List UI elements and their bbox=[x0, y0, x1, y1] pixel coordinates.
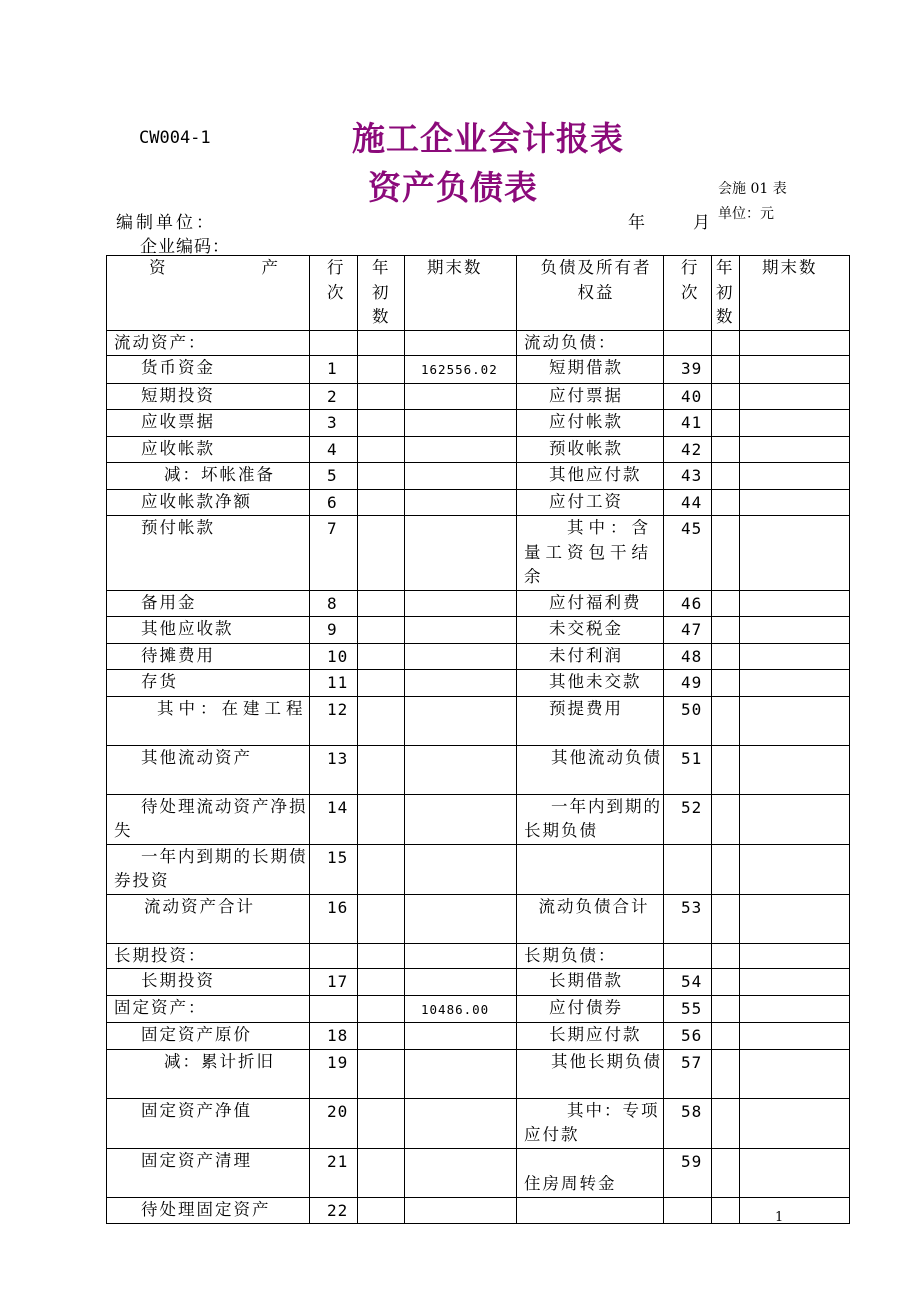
liability-row-no: 58 bbox=[664, 1098, 712, 1148]
asset-row-no: 9 bbox=[310, 617, 358, 644]
asset-begin bbox=[358, 943, 405, 969]
liability-label: 预收帐款 bbox=[517, 436, 664, 463]
header-assets: 资 产 bbox=[107, 256, 310, 331]
asset-begin bbox=[358, 1098, 405, 1148]
asset-begin bbox=[358, 794, 405, 844]
asset-end bbox=[405, 1148, 517, 1197]
asset-begin bbox=[358, 696, 405, 745]
asset-begin bbox=[358, 463, 405, 490]
table-row bbox=[107, 794, 850, 844]
liability-begin bbox=[712, 745, 740, 794]
liability-end bbox=[740, 330, 850, 356]
header-end: 期末数 bbox=[405, 256, 517, 331]
asset-begin bbox=[358, 894, 405, 943]
table-row bbox=[107, 590, 850, 617]
liability-begin bbox=[712, 617, 740, 644]
liability-label: 预提费用 bbox=[517, 696, 664, 745]
asset-row-no: 19 bbox=[310, 1049, 358, 1098]
asset-end bbox=[405, 1049, 517, 1098]
asset-begin bbox=[358, 356, 405, 384]
table-row bbox=[107, 463, 850, 490]
liability-label: 流动负债合计 bbox=[517, 894, 664, 943]
asset-row-no: 7 bbox=[310, 516, 358, 591]
liability-begin bbox=[712, 410, 740, 437]
asset-label: 应收票据 bbox=[107, 410, 310, 437]
liability-label: 未交税金 bbox=[517, 617, 664, 644]
asset-end bbox=[405, 943, 517, 969]
liability-row-no: 41 bbox=[664, 410, 712, 437]
asset-begin bbox=[358, 643, 405, 670]
liability-label: 应付票据 bbox=[517, 383, 664, 410]
asset-end bbox=[405, 745, 517, 794]
table-row bbox=[107, 745, 850, 794]
liability-begin bbox=[712, 330, 740, 356]
liability-end bbox=[740, 436, 850, 463]
asset-row-no: 8 bbox=[310, 590, 358, 617]
liability-row-no: 43 bbox=[664, 463, 712, 490]
liability-end bbox=[740, 745, 850, 794]
asset-label: 其他应收款 bbox=[107, 617, 310, 644]
asset-row-no: 13 bbox=[310, 745, 358, 794]
liability-row-no: 49 bbox=[664, 670, 712, 697]
asset-row-no: 11 bbox=[310, 670, 358, 697]
asset-row-no: 17 bbox=[310, 969, 358, 996]
liability-end bbox=[740, 463, 850, 490]
asset-label: 存货 bbox=[107, 670, 310, 697]
liability-begin bbox=[712, 463, 740, 490]
asset-row-no: 4 bbox=[310, 436, 358, 463]
asset-label: 减：累计折旧 bbox=[107, 1049, 310, 1098]
header-row-no-2: 行次 bbox=[664, 256, 712, 331]
liability-row-no bbox=[664, 1197, 712, 1224]
liability-row-no: 54 bbox=[664, 969, 712, 996]
asset-row-no: 18 bbox=[310, 1023, 358, 1050]
liability-begin bbox=[712, 969, 740, 996]
asset-end bbox=[405, 410, 517, 437]
asset-end: 10486.00 bbox=[405, 995, 517, 1023]
liability-end bbox=[740, 1023, 850, 1050]
liability-row-no: 47 bbox=[664, 617, 712, 644]
asset-row-no: 21 bbox=[310, 1148, 358, 1197]
liability-row-no: 59 bbox=[664, 1148, 712, 1197]
liability-row-no: 46 bbox=[664, 590, 712, 617]
asset-begin bbox=[358, 670, 405, 697]
liability-row-no: 51 bbox=[664, 745, 712, 794]
asset-row-no: 2 bbox=[310, 383, 358, 410]
liability-label: 一年内到期的长期负债 bbox=[517, 794, 664, 844]
asset-label: 长期投资： bbox=[107, 943, 310, 969]
liability-begin bbox=[712, 1098, 740, 1148]
header-begin-2: 年初数 bbox=[712, 256, 740, 331]
liability-begin bbox=[712, 995, 740, 1023]
table-row bbox=[107, 1023, 850, 1050]
table-row bbox=[107, 436, 850, 463]
liability-begin bbox=[712, 794, 740, 844]
asset-begin bbox=[358, 1023, 405, 1050]
liability-end bbox=[740, 1098, 850, 1148]
liability-label: 应付福利费 bbox=[517, 590, 664, 617]
asset-label: 固定资产： bbox=[107, 995, 310, 1023]
asset-end bbox=[405, 696, 517, 745]
asset-end bbox=[405, 670, 517, 697]
asset-begin bbox=[358, 1197, 405, 1224]
liability-label: 流动负债： bbox=[517, 330, 664, 356]
asset-begin bbox=[358, 489, 405, 516]
liability-row-no: 50 bbox=[664, 696, 712, 745]
liability-row-no: 44 bbox=[664, 489, 712, 516]
liability-row-no: 55 bbox=[664, 995, 712, 1023]
asset-end: 162556.02 bbox=[405, 356, 517, 384]
liability-end bbox=[740, 794, 850, 844]
liability-label: 应付帐款 bbox=[517, 410, 664, 437]
asset-label: 长期投资 bbox=[107, 969, 310, 996]
asset-row-no: 22 bbox=[310, 1197, 358, 1224]
liability-begin bbox=[712, 489, 740, 516]
table-row bbox=[107, 410, 850, 437]
month-label: 月 bbox=[693, 213, 710, 233]
asset-end bbox=[405, 330, 517, 356]
asset-row-no: 15 bbox=[310, 844, 358, 894]
liability-row-no: 42 bbox=[664, 436, 712, 463]
asset-end bbox=[405, 969, 517, 996]
header-row-no: 行次 bbox=[310, 256, 358, 331]
year-label: 年 bbox=[628, 213, 645, 233]
balance-sheet-table bbox=[106, 255, 850, 1224]
liability-end bbox=[740, 1049, 850, 1098]
asset-begin bbox=[358, 516, 405, 591]
table-row bbox=[107, 356, 850, 384]
currency-unit: 单位：元 bbox=[718, 206, 774, 222]
asset-label: 固定资产清理 bbox=[107, 1148, 310, 1197]
liability-label: 其他应付款 bbox=[517, 463, 664, 490]
liability-end bbox=[740, 969, 850, 996]
asset-begin bbox=[358, 436, 405, 463]
table-row bbox=[107, 696, 850, 745]
header-liabilities: 负债及所有者权益 bbox=[517, 256, 664, 331]
liability-begin bbox=[712, 436, 740, 463]
liability-end bbox=[740, 995, 850, 1023]
asset-row-no: 10 bbox=[310, 643, 358, 670]
table-row bbox=[107, 516, 850, 591]
liability-begin bbox=[712, 1197, 740, 1224]
liability-row-no: 56 bbox=[664, 1023, 712, 1050]
table-row bbox=[107, 617, 850, 644]
liability-label: 其中：含量工资包干结余 bbox=[517, 516, 664, 591]
liability-label: 未付利润 bbox=[517, 643, 664, 670]
liability-end bbox=[740, 410, 850, 437]
form-code: CW004-1 bbox=[139, 128, 211, 148]
asset-label: 待处理固定资产 bbox=[107, 1197, 310, 1224]
table-header-row bbox=[107, 256, 850, 331]
liability-begin bbox=[712, 1049, 740, 1098]
asset-row-no bbox=[310, 330, 358, 356]
table-row bbox=[107, 969, 850, 996]
liability-label bbox=[517, 844, 664, 894]
asset-begin bbox=[358, 1049, 405, 1098]
liability-row-no: 39 bbox=[664, 356, 712, 384]
asset-end bbox=[405, 894, 517, 943]
table-row bbox=[107, 894, 850, 943]
liability-begin bbox=[712, 670, 740, 697]
compiler-label: 编制单位： bbox=[116, 213, 216, 233]
liability-label: 其他长期负债 bbox=[517, 1049, 664, 1098]
asset-end bbox=[405, 489, 517, 516]
liability-label: 其他未交款 bbox=[517, 670, 664, 697]
asset-label: 备用金 bbox=[107, 590, 310, 617]
liability-begin bbox=[712, 356, 740, 384]
liability-label: 长期应付款 bbox=[517, 1023, 664, 1050]
page-number: 1 bbox=[775, 1210, 784, 1225]
liability-begin bbox=[712, 590, 740, 617]
asset-end bbox=[405, 516, 517, 591]
asset-label: 应收帐款 bbox=[107, 436, 310, 463]
asset-end bbox=[405, 617, 517, 644]
liability-row-no: 53 bbox=[664, 894, 712, 943]
asset-label: 流动资产合计 bbox=[107, 894, 310, 943]
table-row bbox=[107, 489, 850, 516]
liability-row-no: 48 bbox=[664, 643, 712, 670]
asset-label: 其他流动资产 bbox=[107, 745, 310, 794]
asset-begin bbox=[358, 383, 405, 410]
liability-label: 长期负债： bbox=[517, 943, 664, 969]
liability-end bbox=[740, 356, 850, 384]
asset-label: 短期投资 bbox=[107, 383, 310, 410]
liability-row-no bbox=[664, 844, 712, 894]
liability-row-no: 45 bbox=[664, 516, 712, 591]
liability-end bbox=[740, 590, 850, 617]
asset-label: 待处理流动资产净损失 bbox=[107, 794, 310, 844]
asset-begin bbox=[358, 1148, 405, 1197]
asset-end bbox=[405, 590, 517, 617]
liability-begin bbox=[712, 696, 740, 745]
asset-begin bbox=[358, 844, 405, 894]
asset-label: 应收帐款净额 bbox=[107, 489, 310, 516]
asset-begin bbox=[358, 745, 405, 794]
asset-end bbox=[405, 844, 517, 894]
asset-row-no: 6 bbox=[310, 489, 358, 516]
asset-row-no: 20 bbox=[310, 1098, 358, 1148]
liability-row-no: 40 bbox=[664, 383, 712, 410]
asset-row-no: 12 bbox=[310, 696, 358, 745]
liability-end bbox=[740, 696, 850, 745]
asset-label: 预付帐款 bbox=[107, 516, 310, 591]
liability-end bbox=[740, 894, 850, 943]
asset-row-no bbox=[310, 995, 358, 1023]
asset-label: 固定资产净值 bbox=[107, 1098, 310, 1148]
liability-end bbox=[740, 643, 850, 670]
liability-end bbox=[740, 516, 850, 591]
asset-end bbox=[405, 463, 517, 490]
liability-label bbox=[517, 1197, 664, 1224]
asset-begin bbox=[358, 330, 405, 356]
asset-begin bbox=[358, 617, 405, 644]
liability-label: 其他流动负债 bbox=[517, 745, 664, 794]
liability-end bbox=[740, 670, 850, 697]
table-row bbox=[107, 1197, 850, 1224]
liability-begin bbox=[712, 1023, 740, 1050]
liability-row-no bbox=[664, 330, 712, 356]
table-row bbox=[107, 1098, 850, 1148]
asset-label: 减：坏帐准备 bbox=[107, 463, 310, 490]
asset-end bbox=[405, 1098, 517, 1148]
liability-end bbox=[740, 617, 850, 644]
table-row bbox=[107, 643, 850, 670]
asset-begin bbox=[358, 590, 405, 617]
asset-label: 流动资产： bbox=[107, 330, 310, 356]
asset-label: 货币资金 bbox=[107, 356, 310, 384]
asset-row-no: 16 bbox=[310, 894, 358, 943]
liability-begin bbox=[712, 943, 740, 969]
asset-row-no: 3 bbox=[310, 410, 358, 437]
form-number: 会施 01 表 bbox=[718, 181, 787, 197]
liability-begin bbox=[712, 1148, 740, 1197]
table-row bbox=[107, 670, 850, 697]
liability-begin bbox=[712, 844, 740, 894]
liability-end bbox=[740, 1197, 850, 1224]
enterprise-code-label: 企业编码： bbox=[140, 237, 230, 257]
liability-row-no bbox=[664, 943, 712, 969]
asset-label: 一年内到期的长期债券投资 bbox=[107, 844, 310, 894]
asset-begin bbox=[358, 995, 405, 1023]
liability-label: 其中：专项应付款 bbox=[517, 1098, 664, 1148]
asset-row-no: 5 bbox=[310, 463, 358, 490]
header-end-2: 期末数 bbox=[740, 256, 850, 331]
asset-label: 固定资产原价 bbox=[107, 1023, 310, 1050]
table-row bbox=[107, 844, 850, 894]
report-title: 施工企业会计报表 bbox=[352, 119, 624, 158]
asset-row-no bbox=[310, 943, 358, 969]
asset-row-no: 1 bbox=[310, 356, 358, 384]
asset-end bbox=[405, 436, 517, 463]
liability-label: 应付债券 bbox=[517, 995, 664, 1023]
asset-end bbox=[405, 643, 517, 670]
table-row bbox=[107, 943, 850, 969]
liability-end bbox=[740, 943, 850, 969]
asset-row-no: 14 bbox=[310, 794, 358, 844]
liability-label: 短期借款 bbox=[517, 356, 664, 384]
asset-end bbox=[405, 1023, 517, 1050]
asset-end bbox=[405, 383, 517, 410]
asset-begin bbox=[358, 410, 405, 437]
report-subtitle: 资产负债表 bbox=[368, 168, 538, 207]
asset-label: 待摊费用 bbox=[107, 643, 310, 670]
liability-end bbox=[740, 383, 850, 410]
table-row bbox=[107, 995, 850, 1023]
asset-begin bbox=[358, 969, 405, 996]
liability-end bbox=[740, 489, 850, 516]
asset-label: 其中：在建工程 bbox=[107, 696, 310, 745]
table-row bbox=[107, 1148, 850, 1197]
liability-label: 应付工资 bbox=[517, 489, 664, 516]
liability-begin bbox=[712, 643, 740, 670]
liability-label: 长期借款 bbox=[517, 969, 664, 996]
table-row bbox=[107, 383, 850, 410]
liability-begin bbox=[712, 516, 740, 591]
header-begin: 年初数 bbox=[358, 256, 405, 331]
liability-end bbox=[740, 844, 850, 894]
table-row bbox=[107, 330, 850, 356]
table-row bbox=[107, 1049, 850, 1098]
liability-begin bbox=[712, 894, 740, 943]
liability-row-no: 57 bbox=[664, 1049, 712, 1098]
asset-end bbox=[405, 794, 517, 844]
liability-end bbox=[740, 1148, 850, 1197]
asset-end bbox=[405, 1197, 517, 1224]
liability-label: 住房周转金 bbox=[517, 1148, 664, 1197]
liability-begin bbox=[712, 383, 740, 410]
liability-row-no: 52 bbox=[664, 794, 712, 844]
